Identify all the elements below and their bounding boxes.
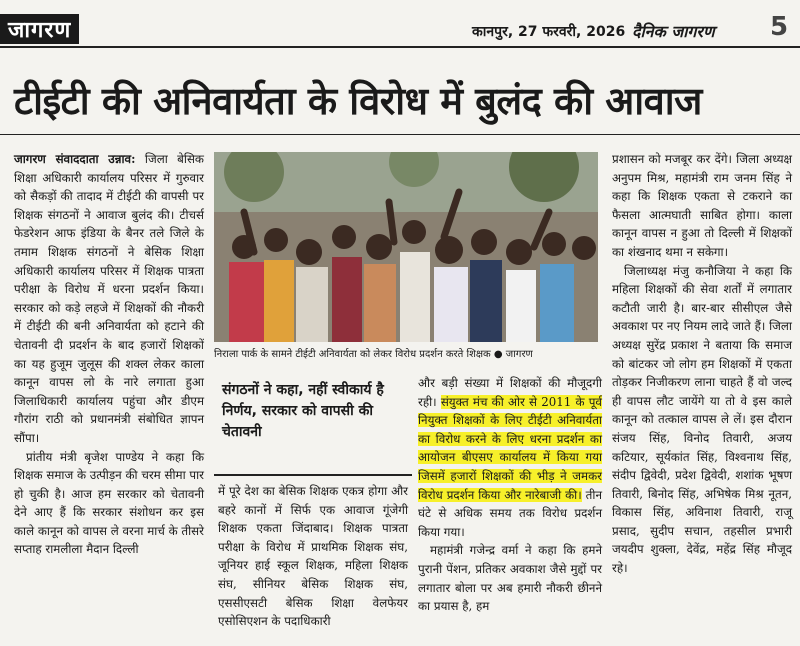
page-number: 5 xyxy=(770,12,789,42)
highlighted-text: संयुक्त मंच की ओर से 2011 के पूर्व नियुक्त शिक्षकों के लिए टीईटी अनिवार्यता का विरोध करने के लिए धरना प्रदर्शन का आयोजन बीएसए कार्यालय में किया गया जिसमें हजारों शिक्षकों की भीड़ ने जमकर विरोध प्रदर्शन किया और नारेबाजी की। xyxy=(418,394,602,502)
paragraph: और बड़ी संख्या में शिक्षकों की मौजूदगी रही। xyxy=(418,376,602,409)
photo-caption: निराला पार्क के सामने टीईटी अनिवार्यता को लेकर विरोध प्रदर्शन करते शिक्षक ● जागरण xyxy=(214,349,533,360)
article-column-3 xyxy=(418,374,602,616)
paragraph: महामंत्री गजेन्द्र वर्मा ने कहा कि हमने पुरानी पेंशन, प्रतिकर अवकाश जैसे मुद्दों पर लगातार बोला पर अब हमारी नौकरी छीनने का प्रयास है, हम xyxy=(418,543,602,614)
article-column-4 xyxy=(612,150,792,578)
pull-quote: संगठनों ने कहा, नहीं स्वीकार्य है निर्णय, सरकार को वापसी की चेतावनी xyxy=(222,382,384,440)
article-column-2 xyxy=(218,482,408,631)
masthead xyxy=(0,0,800,44)
headline-rule xyxy=(0,134,800,135)
header-rule xyxy=(0,46,800,48)
brand-name: दैनिक जागरण xyxy=(632,22,715,41)
dateline: कानपुर, 27 फरवरी, 2026 xyxy=(472,24,626,40)
paragraph: प्रांतीय मंत्री बृजेश पाण्डेय ने कहा कि शिक्षक समाज के उत्पीड़न की चरम सीमा पार हो चुकी है। आज हम सरकार को चेतावनी देने आए हैं कि सरकार संशोधन कर इस काले कानून को वापस ले वरना मार्च के तीसरे सप्ताह रामलीला मैदान दिल्ली xyxy=(14,449,204,557)
byline: जागरण संवाददाता उन्नाव: xyxy=(14,152,136,166)
headline: टीईटी की अनिवार्यता के विरोध में बुलंद की आवाज xyxy=(14,79,702,123)
article-column-1 xyxy=(14,150,204,559)
protest-photo-illustration xyxy=(214,152,598,342)
paragraph: प्रशासन को मजबूर कर देंगे। जिला अध्यक्ष अनुपम मिश्र, महामंत्री राम जनम सिंह ने कहा कि शिक्षक एकता से टकराने का फैसला आत्मघाती साबित होगा। काला कानून वापस न हुआ तो दिल्ली में शिक्षकों का शंखनाद थमा न सकेगा। xyxy=(612,152,792,259)
paragraph: जिला बेसिक शिक्षा अधिकारी कार्यालय परिसर में गुरुवार को सैकड़ों की तादाद में टीईटी की वापसी पर शिक्षक संगठनों ने आवाज बुलंद की। टीचर्स फेडरेशन आफ इंडिया के बैनर तले जिले के तमाम शिक्षक संगठनों ने बेसिक शिक्षा अधिकारी कार्यालय परिसर में शिक्षक पात्रता परीक्षा के विरोध में धरना प्रदर्शन किया। सरकार को कड़े लहजे में शिक्षकों की नौकरी में टीईटी की बनी अनिवार्यता को हटाने की चेतावनी दी प्रदर्शन के बाद हजारों शिक्षकों का यह हुजूम जुलूस की शक्ल लेकर काला कानून वापस लो के नारे लगाता हुआ जिलाधिकारी कार्यालय पहुंचा और डीएम गौरांग राठी को प्रधानमंत्री संबोधित ज्ञापन सौंपा। xyxy=(14,152,204,445)
pull-quote-rule xyxy=(214,474,412,476)
paragraph: में पूरे देश का बेसिक शिक्षक एकत्र होगा और बहरे कानों में सिर्फ एक आवाज गूंजेगी शिक्षक एकता जिंदाबाद। शिक्षक पात्रता परीक्षा के विरोध में प्राथमिक शिक्षक संघ, जूनियर हाई स्कूल शिक्षक, महिला शिक्षक संघ, सीनियर बेसिक शिक्षक संघ, एससीएसटी बेसिक शिक्षा वेलफेयर एसोसिएशन के पदाधिकारी xyxy=(218,484,408,629)
news-photo xyxy=(214,152,598,342)
masthead-logo: जागरण xyxy=(0,14,79,44)
paragraph: तीन घंटे से अधिक समय तक विरोध प्रदर्शन किया गया। xyxy=(418,487,602,539)
paragraph: जिलाध्यक्ष मंजु कनौजिया ने कहा कि महिला शिक्षकों की सेवा शर्तों में लगातार कटौती जारी है। बार-बार सीसीएल जैसे अवकाश पर नए नियम लादे जाते हैं। जिला अध्यक्ष सुरेंद्र प्रकाश ने बताया कि समाज को बांटकर जो लोग हम शिक्षकों में एकता तोड़कर निजीकरण लाना चाहते हैं वो जल्द ही वापस लौट जायेंगे या तो वे इस काले कानून को तत्काल वापस ले लें। इस दौरान संजय सिंह, विनोद तिवारी, अजय कटियार, सूर्यकांत सिंह, विश्वनाथ सिंह, संदीप द्विवेदी, प्रदेश द्विवेदी, शशांक भूषण तिवारी, बिनोद सिंह, अभिषेक मिश्र नूतन, विकास सिंह, अविनाश तिवारी, राजू प्रसाद, सुदीप सचान, तहसील प्रभारी जयदीप शुक्ला, देवेंद्र, महेंद्र सिंह मौजूद रहे। xyxy=(612,263,792,576)
